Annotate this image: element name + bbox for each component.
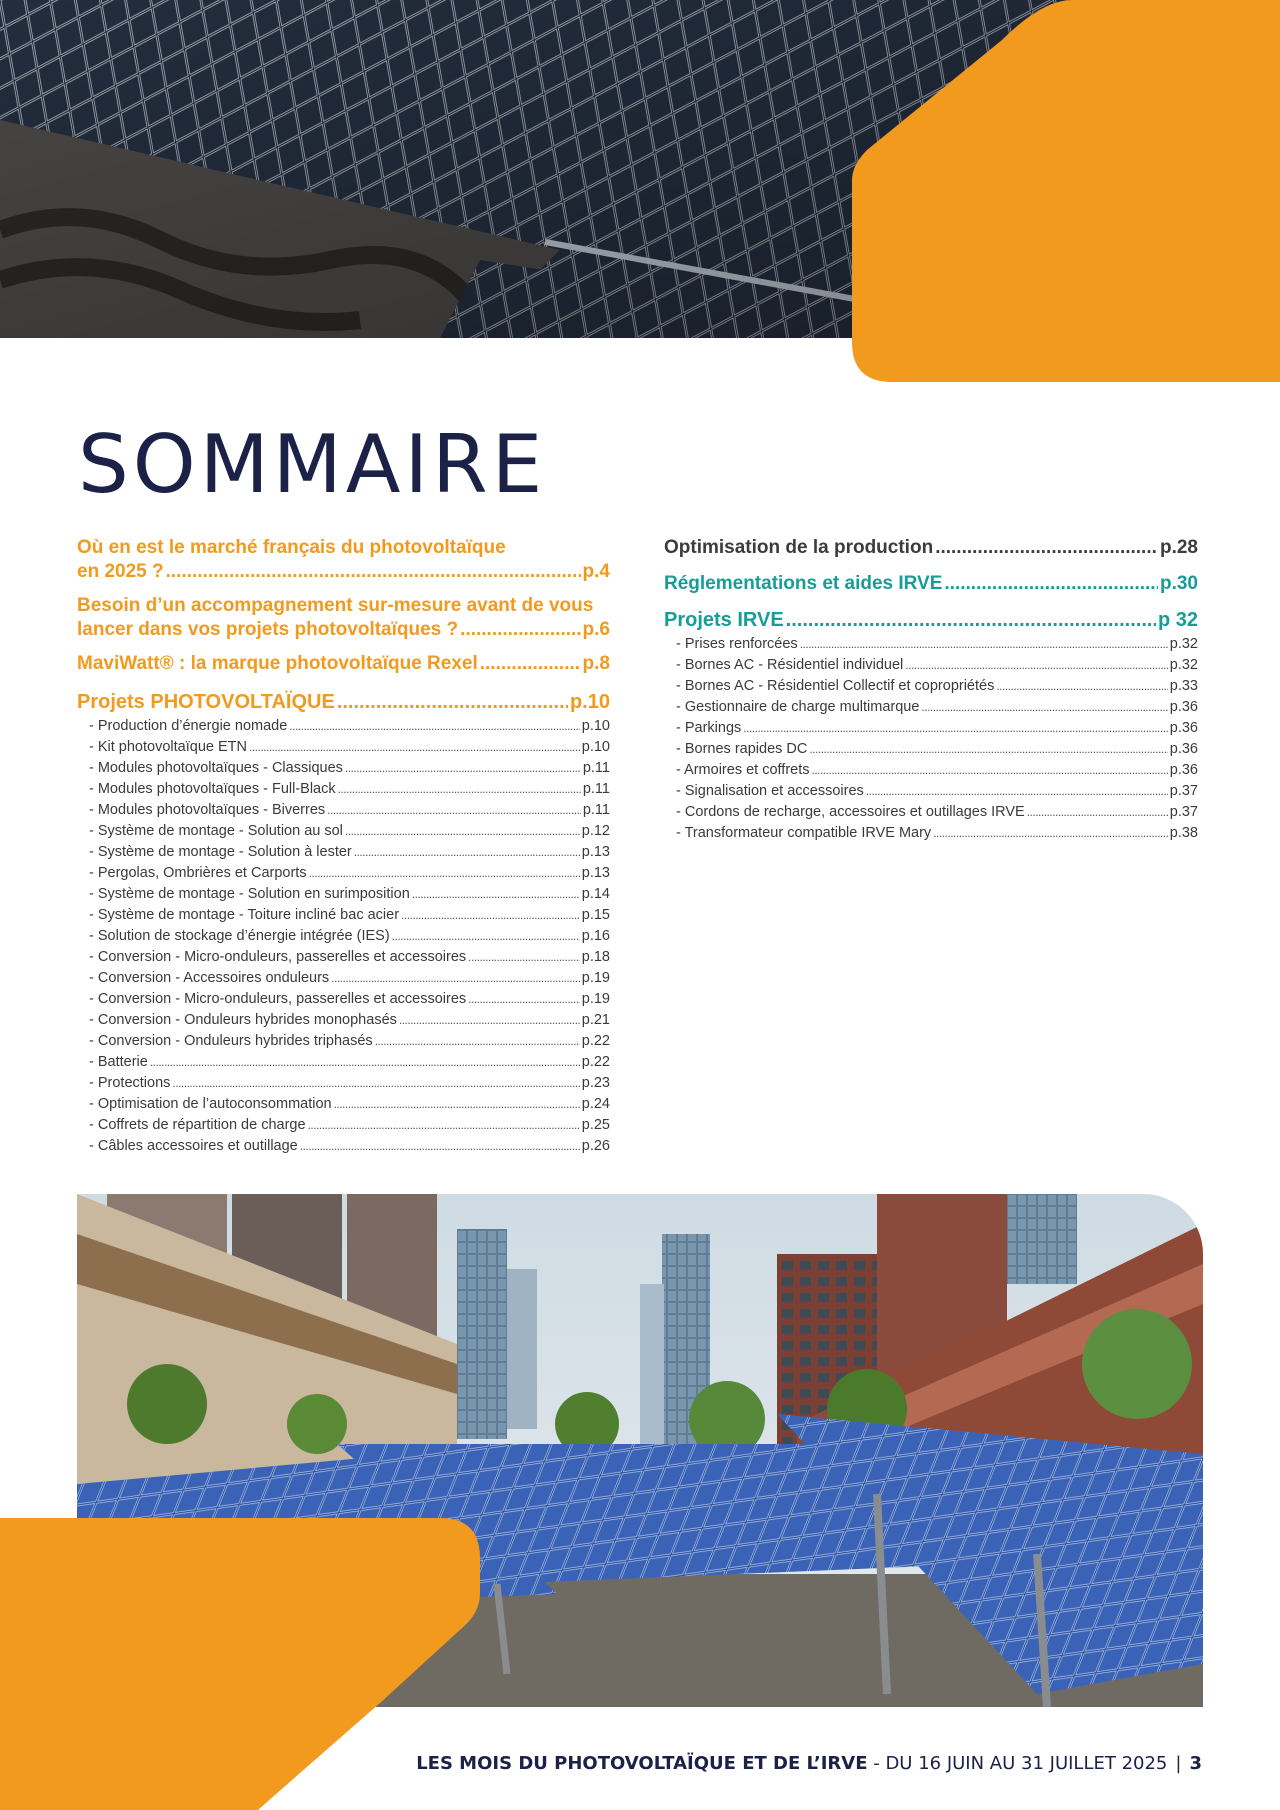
dot-leader xyxy=(399,1010,580,1031)
dot-leader xyxy=(354,842,580,863)
toc-page-number: p.36 xyxy=(1169,699,1198,715)
toc-subitem[interactable] xyxy=(77,1010,610,1031)
toc-page-number: p.25 xyxy=(581,1117,610,1133)
toc-subitem-label: - Solution de stockage d’énergie intégrée (IES) xyxy=(89,928,390,944)
footer-separator: | xyxy=(1175,1753,1182,1774)
toc-subitem[interactable] xyxy=(77,989,610,1010)
orange-decor-shape-bottom xyxy=(0,1518,480,1810)
dot-leader xyxy=(812,760,1168,781)
toc-page-number: p.19 xyxy=(581,970,610,986)
toc-subitem-label: - Modules photovoltaïques - Full-Black xyxy=(89,781,336,797)
dot-leader xyxy=(460,618,580,642)
toc-subitem-label: - Batterie xyxy=(89,1054,148,1070)
toc-subitem[interactable] xyxy=(77,758,610,779)
toc-subitem[interactable] xyxy=(664,718,1198,739)
toc-page-number: p.14 xyxy=(581,886,610,902)
orange-decor-shape-top xyxy=(852,0,1280,382)
toc-subitem-label: - Conversion - Onduleurs hybrides triphasés xyxy=(89,1033,373,1049)
dot-leader xyxy=(166,560,581,584)
dot-leader xyxy=(337,690,568,714)
toc-subitem-label: - Armoires et coffrets xyxy=(676,762,810,778)
toc-entry-accompagnement[interactable] xyxy=(77,594,610,642)
toc-subitem-label: - Pergolas, Ombrières et Carports xyxy=(89,865,307,881)
dot-leader xyxy=(800,634,1168,655)
toc-subitem-label: - Système de montage - Solution à lester xyxy=(89,844,352,860)
toc-subitem[interactable] xyxy=(664,823,1198,844)
toc-subitem-label: - Prises renforcées xyxy=(676,636,798,652)
toc-subitem[interactable] xyxy=(77,884,610,905)
toc-subitem-label: - Cordons de recharge, accessoires et outillages IRVE xyxy=(676,804,1025,820)
toc-section-title: Projets IRVE xyxy=(664,609,784,631)
toc-page-number: p.36 xyxy=(1169,720,1198,736)
toc-entry-text: Réglementations et aides IRVE xyxy=(664,573,943,594)
toc-page-number: p.36 xyxy=(1169,741,1198,757)
toc-subitem-label: - Parkings xyxy=(676,720,742,736)
toc-section-irve[interactable] xyxy=(664,608,1198,632)
toc-page-number: p.22 xyxy=(581,1033,610,1049)
toc-subitems-irve xyxy=(664,634,1198,844)
toc-page-number: p.18 xyxy=(581,949,610,965)
toc-page-number: p.12 xyxy=(581,823,610,839)
dot-leader xyxy=(412,884,580,905)
toc-page-number: p.28 xyxy=(1159,537,1198,558)
toc-page-number: p.4 xyxy=(582,561,610,582)
toc-page-number: p.24 xyxy=(581,1096,610,1112)
dot-leader xyxy=(308,1115,580,1136)
dot-leader xyxy=(809,739,1167,760)
dot-leader xyxy=(996,676,1167,697)
toc-subitem[interactable] xyxy=(77,863,610,884)
toc-subitem[interactable] xyxy=(77,800,610,821)
toc-subitem-label: - Système de montage - Solution en surimposition xyxy=(89,886,410,902)
page-title: SOMMAIRE xyxy=(78,418,547,511)
toc-subitem-label: - Modules photovoltaïques - Biverres xyxy=(89,802,326,818)
toc-section-photovoltaique[interactable] xyxy=(77,690,610,714)
toc-subitem[interactable] xyxy=(77,737,610,758)
dot-leader xyxy=(334,1094,580,1115)
dot-leader xyxy=(944,572,1158,596)
toc-subitem-label: - Coffrets de répartition de charge xyxy=(89,1117,306,1133)
dot-leader xyxy=(1027,802,1168,823)
dot-leader xyxy=(935,536,1158,560)
dot-leader xyxy=(249,737,580,758)
toc-subitem[interactable] xyxy=(77,926,610,947)
dot-leader xyxy=(375,1031,580,1052)
toc-subitem-label: - Système de montage - Toiture incliné bac acier xyxy=(89,907,400,923)
toc-subitem[interactable] xyxy=(77,716,610,737)
toc-page-number: p.36 xyxy=(1169,762,1198,778)
toc-subitem-label: - Gestionnaire de charge multimarque xyxy=(676,699,920,715)
toc-subitem[interactable] xyxy=(664,739,1198,760)
toc-page-number: p.16 xyxy=(581,928,610,944)
toc-subitem[interactable] xyxy=(664,655,1198,676)
toc-entry-text: Où en est le marché français du photovoltaïque xyxy=(77,537,506,558)
toc-entry-maviwatt[interactable] xyxy=(77,652,610,676)
toc-page-number: p.13 xyxy=(581,865,610,881)
toc-subitem[interactable] xyxy=(77,779,610,800)
toc-page-number: p.33 xyxy=(1169,678,1198,694)
toc-subitem-label: - Bornes AC - Résidentiel Collectif et copropriétés xyxy=(676,678,995,694)
toc-subitem[interactable] xyxy=(77,968,610,989)
dot-leader xyxy=(331,968,580,989)
toc-page-number: p.10 xyxy=(581,739,610,755)
toc-entry-text: Besoin d’un accompagnement sur-mesure avant de vous xyxy=(77,595,594,616)
toc-subitems-photovoltaique xyxy=(77,716,610,1157)
toc-page-number: p.15 xyxy=(581,907,610,923)
toc-left-column xyxy=(77,536,610,1167)
dot-leader xyxy=(309,863,580,884)
toc-page-number: p.11 xyxy=(582,760,610,776)
toc-subitem-label: - Système de montage - Solution au sol xyxy=(89,823,343,839)
dot-leader xyxy=(921,697,1167,718)
toc-subitem-label: - Conversion - Onduleurs hybrides monophasés xyxy=(89,1012,397,1028)
toc-subitem[interactable] xyxy=(77,1136,610,1157)
toc-section-title: Projets PHOTOVOLTAÏQUE xyxy=(77,691,335,713)
toc-page-number: p.38 xyxy=(1169,825,1198,841)
toc-entry-text: MaviWatt® : la marque photovoltaïque Rexel xyxy=(77,653,478,674)
toc-page-number: p.37 xyxy=(1169,804,1198,820)
toc-subitem-label: - Conversion - Micro-onduleurs, passerelles et accessoires xyxy=(89,949,467,965)
toc-subitem-label: - Conversion - Micro-onduleurs, passerelles et accessoires xyxy=(89,991,467,1007)
toc-page-number: p.13 xyxy=(581,844,610,860)
toc-entry-text: Optimisation de la production xyxy=(664,537,934,558)
toc-page-number: p.26 xyxy=(581,1138,610,1154)
dot-leader xyxy=(327,800,581,821)
toc-page-number: p.6 xyxy=(582,619,610,640)
dot-leader xyxy=(743,718,1167,739)
toc-subitem-label: - Conversion - Accessoires onduleurs xyxy=(89,970,330,986)
toc-subitem[interactable] xyxy=(664,781,1198,802)
toc-subitem-label: - Transformateur compatible IRVE Mary xyxy=(676,825,932,841)
dot-leader xyxy=(480,652,581,676)
toc-subitem-label: - Production d’énergie nomade xyxy=(89,718,288,734)
dot-leader xyxy=(866,781,1168,802)
toc-page-number: p.37 xyxy=(1169,783,1198,799)
toc-entry-reglementations[interactable] xyxy=(664,572,1198,596)
toc-subitem[interactable] xyxy=(77,1052,610,1073)
toc-entry-marche[interactable] xyxy=(77,536,610,584)
toc-subitem-label: - Optimisation de l’autoconsommation xyxy=(89,1096,332,1112)
toc-subitem-label: - Signalisation et accessoires xyxy=(676,783,864,799)
toc-subitem[interactable] xyxy=(77,821,610,842)
toc-subitem-label: - Câbles accessoires et outillage xyxy=(89,1138,298,1154)
dot-leader xyxy=(172,1073,579,1094)
toc-subitem-label: - Protections xyxy=(89,1075,171,1091)
toc-subitem[interactable] xyxy=(664,697,1198,718)
toc-page-number: p.8 xyxy=(582,653,610,674)
dot-leader xyxy=(150,1052,580,1073)
dot-leader xyxy=(933,823,1168,844)
toc-entry-optimisation[interactable] xyxy=(664,536,1198,560)
dot-leader xyxy=(338,779,581,800)
toc-subitem[interactable] xyxy=(77,1115,610,1136)
toc-page-number: p.11 xyxy=(582,802,610,818)
toc-subitem[interactable] xyxy=(664,802,1198,823)
dot-leader xyxy=(468,989,580,1010)
dot-leader xyxy=(392,926,580,947)
toc-subitem[interactable] xyxy=(77,1094,610,1115)
dot-leader xyxy=(289,716,579,737)
toc-page-number: p.22 xyxy=(581,1054,610,1070)
page-footer xyxy=(416,1753,1202,1774)
toc-subitem-label: - Kit photovoltaïque ETN xyxy=(89,739,247,755)
toc-entry-text: en 2025 ? xyxy=(77,561,164,582)
toc-subitem[interactable] xyxy=(77,1073,610,1094)
dot-leader xyxy=(345,821,580,842)
dot-leader xyxy=(786,608,1156,632)
toc-subitem-label: - Bornes AC - Résidentiel individuel xyxy=(676,657,904,673)
toc-subitem[interactable] xyxy=(664,634,1198,655)
dot-leader xyxy=(468,947,580,968)
dot-leader xyxy=(905,655,1167,676)
toc-page-number: p.21 xyxy=(581,1012,610,1028)
toc-page-number: p 32 xyxy=(1157,609,1198,631)
toc-page-number: p.11 xyxy=(582,781,610,797)
toc-page-number: p.32 xyxy=(1169,636,1198,652)
toc-page-number: p.32 xyxy=(1169,657,1198,673)
footer-dates: - DU 16 JUIN AU 31 JUILLET 2025 xyxy=(867,1753,1168,1774)
toc-subitem[interactable] xyxy=(664,760,1198,781)
toc-page-number: p.10 xyxy=(569,691,610,713)
toc-page-number: p.23 xyxy=(581,1075,610,1091)
toc-page-number: p.30 xyxy=(1159,573,1198,594)
toc-page-number: p.10 xyxy=(581,718,610,734)
toc-subitem[interactable] xyxy=(77,905,610,926)
toc-subitem[interactable] xyxy=(77,947,610,968)
toc-subitem-label: - Bornes rapides DC xyxy=(676,741,808,757)
dot-leader xyxy=(300,1136,580,1157)
footer-title: LES MOIS DU PHOTOVOLTAÏQUE ET DE L’IRVE xyxy=(416,1753,868,1774)
toc-subitem-label: - Modules photovoltaïques - Classiques xyxy=(89,760,343,776)
toc-entry-text: lancer dans vos projets photovoltaïques ? xyxy=(77,619,459,640)
toc-subitem[interactable] xyxy=(664,676,1198,697)
page-number: 3 xyxy=(1189,1753,1202,1774)
dot-leader xyxy=(345,758,581,779)
toc-page-number: p.19 xyxy=(581,991,610,1007)
dot-leader xyxy=(401,905,580,926)
toc-subitem[interactable] xyxy=(77,842,610,863)
toc-right-column xyxy=(664,536,1198,854)
toc-subitem[interactable] xyxy=(77,1031,610,1052)
